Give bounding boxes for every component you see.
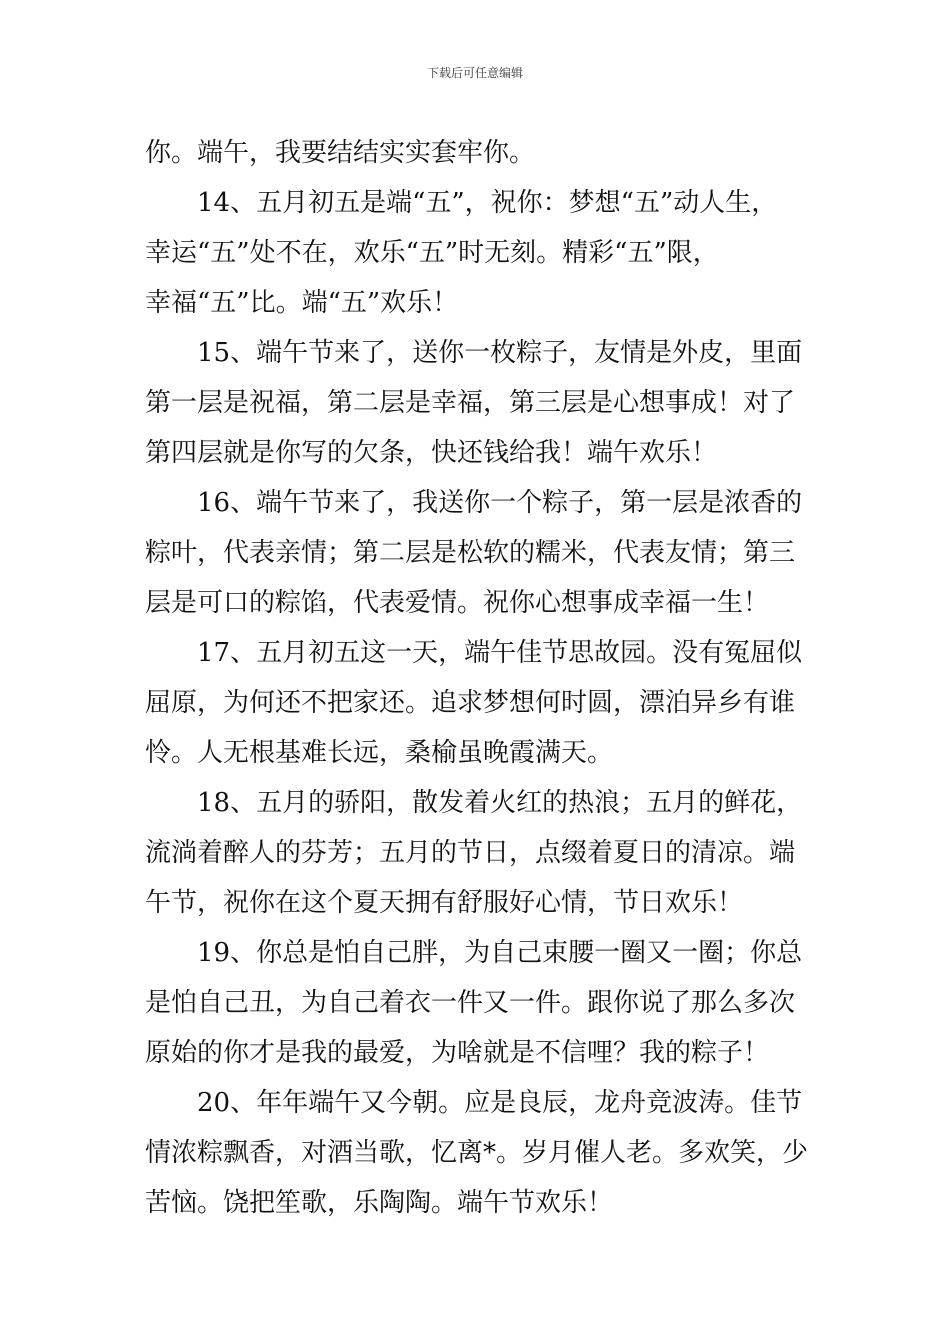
text-line: 层是可口的粽馅，代表爱情。祝你心想事成幸福一生！: [145, 588, 770, 618]
text-line: 17、五月初五这一天，端午佳节思故园。没有冤屈似: [197, 638, 803, 668]
text-line: 原始的你才是我的最爱，为啥就是不信哩？我的粽子！: [145, 1038, 770, 1068]
text-line: 粽叶，代表亲情；第二层是松软的糯米，代表友情；第三: [145, 538, 796, 568]
text-line: 午节，祝你在这个夏天拥有舒服好心情，节日欢乐！: [145, 888, 744, 918]
text-line: 流淌着醉人的芬芳；五月的节日，点缀着夏日的清凉。端: [145, 838, 796, 868]
text-line: 20、年年端午又今朝。应是良辰，龙舟竞波涛。佳节: [197, 1088, 803, 1118]
text-line: 情浓粽飘香，对酒当歌，忆离*。岁月催人老。多欢笑，少: [145, 1138, 809, 1168]
text-line: 苦恼。饶把笙歌，乐陶陶。端午节欢乐！: [145, 1188, 614, 1218]
text-line: 是怕自己丑，为自己着衣一件又一件。跟你说了那么多次: [145, 988, 796, 1018]
page-header: 下载后可任意编辑: [426, 66, 523, 80]
text-line: 15、端午节来了，送你一枚粽子，友情是外皮，里面: [197, 338, 803, 368]
text-line: 你。端午，我要结结实实套牢你。: [145, 138, 536, 168]
text-line: 第一层是祝福，第二层是幸福，第三层是心想事成！对了: [145, 388, 796, 418]
document-body: [145, 128, 815, 1228]
text-line: 怜。人无根基难长远，桑榆虽晚霞满天。: [145, 738, 614, 768]
text-line: 屈原，为何还不把家还。追求梦想何时圆，漂泊异乡有谁: [145, 688, 796, 718]
text-line: 16、端午节来了，我送你一个粽子，第一层是浓香的: [197, 488, 803, 518]
text-line: 幸运“五”处不在，欢乐“五”时无刻。精彩“五”限，: [145, 238, 719, 268]
text-line: 18、五月的骄阳，散发着火红的热浪；五月的鲜花，: [197, 788, 803, 818]
text-line: 19、你总是怕自己胖，为自己束腰一圈又一圈；你总: [197, 938, 803, 968]
text-line: 幸福“五”比。端“五”欢乐！: [145, 288, 459, 318]
text-line: 14、五月初五是端“五”，祝你：梦想“五”动人生，: [197, 188, 778, 218]
text-line: 第四层就是你写的欠条，快还钱给我！端午欢乐！: [145, 438, 718, 468]
